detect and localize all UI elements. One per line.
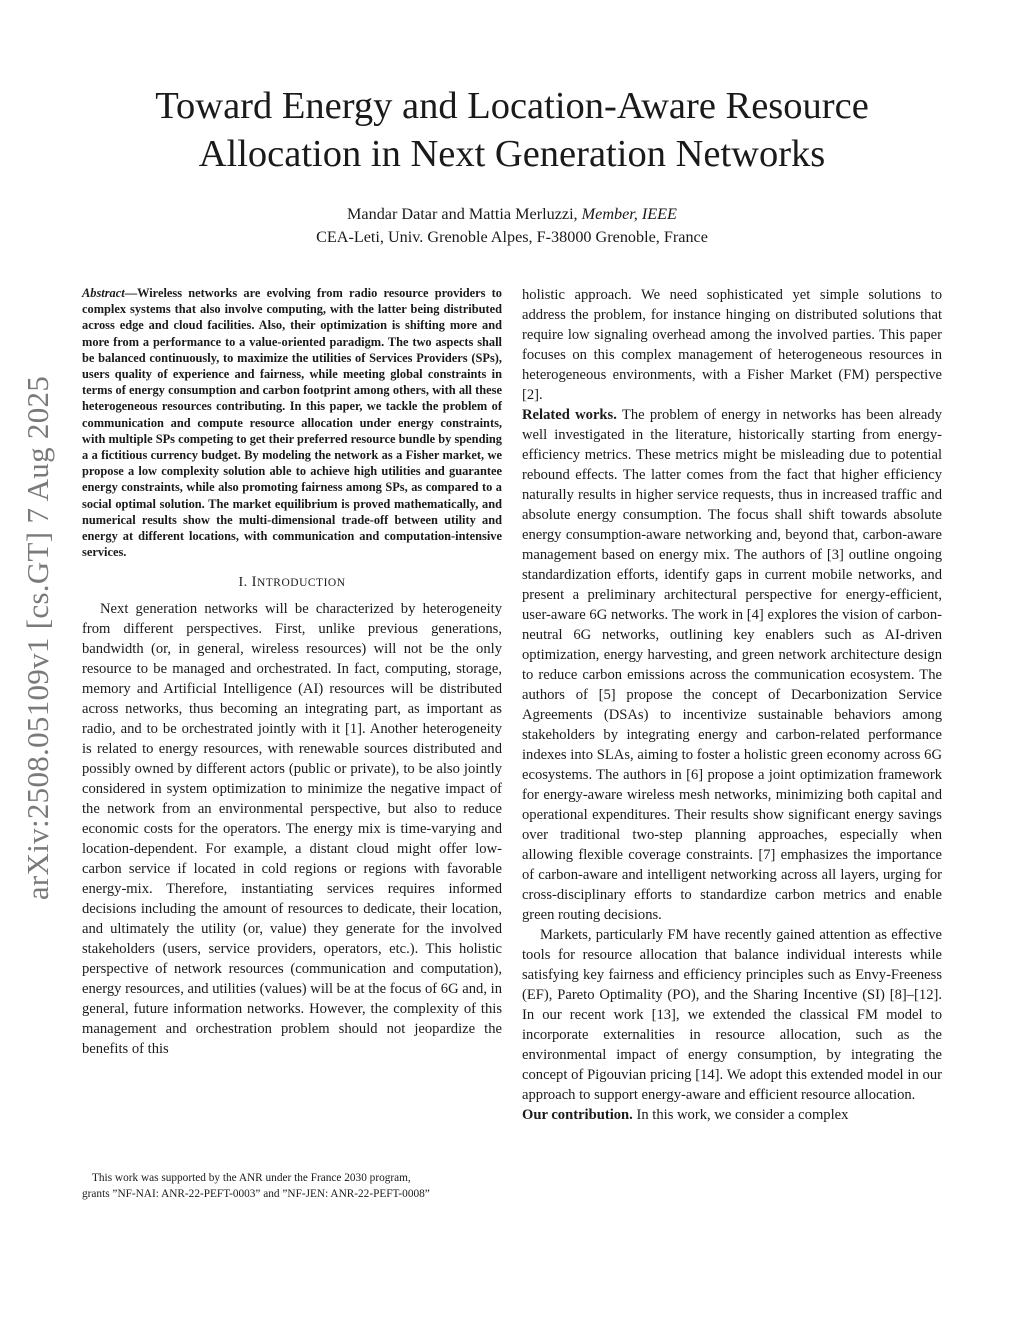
abstract bbox=[82, 285, 502, 560]
related-works-heading: Related works. bbox=[522, 407, 617, 423]
contribution-paragraph bbox=[522, 1105, 942, 1125]
contribution-text: In this work, we consider a complex bbox=[632, 1107, 849, 1123]
footnote-line-2: grants ”NF-NAI: ANR-22-PEFT-0003” and ”NF-JEN: ANR-22-PEFT-0008” bbox=[82, 1188, 430, 1200]
arxiv-identifier-text: arXiv:2508.05109v1 [cs.GT] 7 Aug 2025 bbox=[20, 375, 55, 901]
paper-title bbox=[0, 82, 1024, 178]
footnote-line-1: This work was supported by the ANR under the France 2030 program, bbox=[92, 1172, 411, 1184]
footnote-funding bbox=[82, 1170, 502, 1202]
contribution-heading: Our contribution. bbox=[522, 1107, 633, 1123]
arxiv-identifier-stamp bbox=[17, 348, 59, 928]
abstract-text: —Wireless networks are evolving from radio resource providers to complex systems that also involve computing, with the latter being distributed across edge and cloud facilities. Also, their optimization is shifting more and more from a performance to a value-oriented paradigm. The two aspects shall be balanced continuously, to maximize the utilities of Services Providers (SPs), users quality of experience and fairness, while meeting global constraints in terms of energy consumption and carbon footprint among others, with all these heterogeneous resources contributing. In this paper, we tackle the problem of communication and compute resource allocation under energy constraints, with multiple SPs competing to get their preferred resource bundle by spending a a fictitious currency budget. By modeling the network as a Fisher market, we propose a low complexity solution able to achieve high utilities and guarantee energy constraints, while also promoting fairness among SPs, as compared to a social optimal solution. The market equilibrium is proved mathematically, and numerical results show the multi-dimensional trade-off between utility and energy at different locations, with communication and computation-intensive services. bbox=[82, 286, 502, 560]
holistic-approach-paragraph: holistic approach. We need sophisticated yet simple solutions to address the problem, for instance hinging on distributed solutions that require low signaling overhead among the involved parties. This paper focuses on this complex management of heterogeneous resources in heterogeneous environments, with a Fisher Market (FM) perspective [2]. bbox=[522, 287, 942, 403]
right-column bbox=[522, 285, 942, 1125]
section-heading-introduction bbox=[82, 574, 502, 591]
markets-paragraph: Markets, particularly FM have recently gained attention as effective tools for resource allocation that balance individual interests while satisfying key fairness and efficiency principles such as Envy-Freeness (EF), Pareto Optimality (PO), and the Sharing Incentive (SI) [8]–[12]. In our recent work [13], we extended the classical FM model to incorporate externalities in resource allocation, such as the environmental impact of energy consumption, by integrating the concept of Pigouvian pricing [14]. We adopt this extended model in our approach to support energy-aware and efficient resource allocation. bbox=[522, 927, 942, 1103]
paper-title-line-2: Allocation in Next Generation Networks bbox=[198, 133, 826, 175]
left-column bbox=[82, 285, 502, 1059]
paper-title-line-1: Toward Energy and Location-Aware Resource bbox=[155, 85, 869, 127]
abstract-label: Abstract bbox=[82, 286, 125, 300]
section-first-letter: I bbox=[251, 574, 257, 591]
author-block bbox=[0, 203, 1024, 249]
section-numeral: I. bbox=[238, 575, 252, 591]
author-affiliation: CEA-Leti, Univ. Grenoble Alpes, F-38000 Grenoble, France bbox=[316, 228, 708, 246]
related-works-paragraph bbox=[522, 405, 942, 925]
author-names-line bbox=[0, 203, 1024, 226]
author-names: Mandar Datar and Mattia Merluzzi, bbox=[347, 205, 582, 223]
related-works-text: The problem of energy in networks has been already well investigated in the literature, historically starting from energy-efficiency metrics. These metrics might be misleading due to potential rebound effects. The latter comes from the fact that higher efficiency naturally results in higher service requests, thus in increased traffic and absolute energy consumption. The focus shall shift towards absolute energy consumption-aware networking and, beyond that, carbon-aware management based on energy mix. The authors of [3] outline ongoing standardization efforts, identify gaps in current mobile networks, and present a preliminary architectural perspective for energy-efficient, user-aware 6G networks. The work in [4] explores the vision of carbon-neutral 6G networks, outlining key enablers such as AI-driven optimization, energy harvesting, and green network architecture design to reduce carbon emissions across the communication ecosystem. The authors of [5] propose the concept of Decarbonization Service Agreements (DSAs) to incentivize sustainable behaviors among stakeholders by integrating energy and carbon-related performance indexes into SLAs, aiming to foster a holistic green economy across 6G ecosystems. The authors in [6] propose a joint optimization framework for energy-aware wireless mesh networks, minimizing both capital and operational expenditures. Their results show significant energy savings over traditional two-step planning approaches, especially when allowing flexible coverage constraints. [7] emphasizes the importance of carbon-aware and intelligent networking across all layers, urging for cross-disciplinary efforts to standardize carbon metrics and enable green routing decisions. bbox=[522, 407, 942, 923]
introduction-paragraph: Next generation networks will be characterized by heterogeneity from different perspectives. First, unlike previous generations, bandwidth (or, in general, wireless resources) will not be the only resource to be managed and orchestrated. In fact, computing, storage, memory and Artificial Intelligence (AI) resources will be distributed across networks, thus becoming an integrating part, as important as radio, and to be orchestrated jointly with it [1]. Another heterogeneity is related to energy resources, with renewable sources distributed and possibly owned by different actors (public or private), to be also jointly considered in system optimization to minimize the negative impact of the network from an environmental perspective, but also to reduce economic costs for the operators. The energy mix is time-varying and location-dependent. For example, a distant cloud might offer low-carbon service if located in cold regions or regions with favorable energy-mix. Therefore, instantiating services requires informed decisions including the amount of resources to dedicate, their location, and ultimately the utility (or, value) they generate for the involved stakeholders (users, service providers, operators, etc.). This holistic perspective of network resources (communication and computation), energy resources, and utilities (values) will be at the focus of 6G and, in general, future information networks. However, the complexity of this management and orchestration problem should not jeopardize the benefits of this bbox=[82, 601, 502, 1058]
author-membership: Member, IEEE bbox=[581, 205, 677, 223]
section-title-rest: NTRODUCTION bbox=[256, 577, 346, 590]
